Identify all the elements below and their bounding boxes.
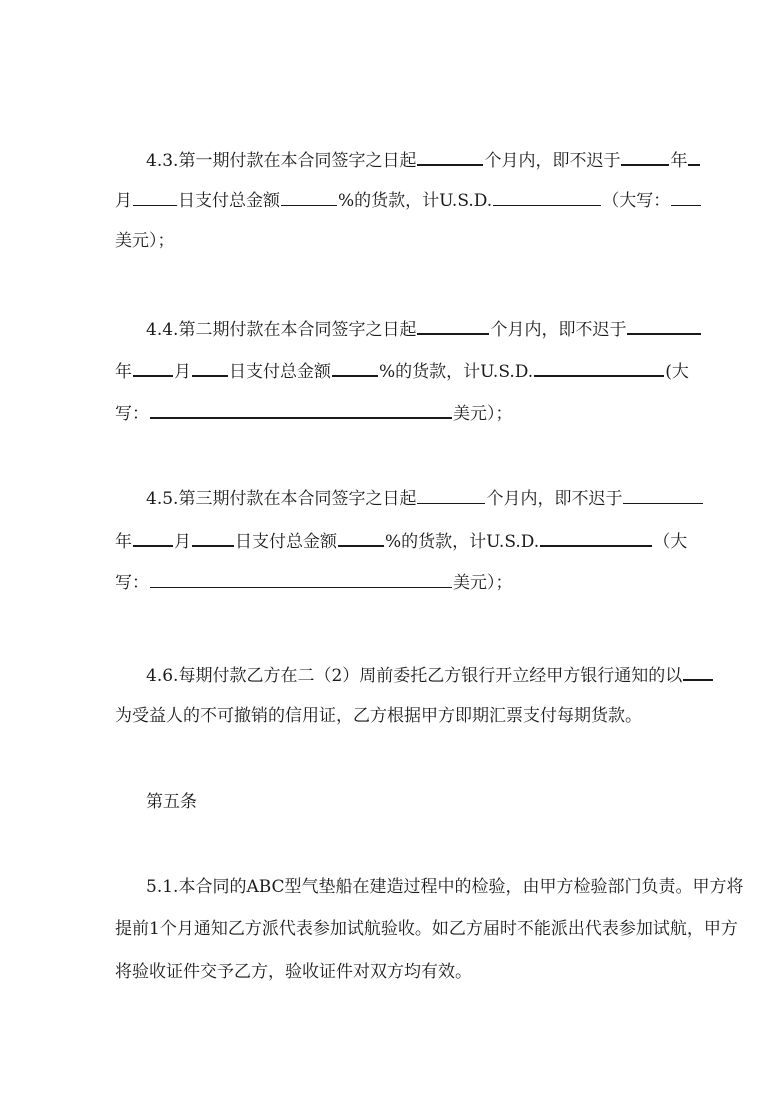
clause-4-4-text: 年	[115, 362, 132, 382]
clause-4-4-text: 日支付总金额	[229, 362, 331, 382]
article-heading-text: 第五条	[146, 792, 197, 812]
clause-4-3-text: 年	[670, 151, 688, 171]
clause-4-3-text: 月	[115, 191, 132, 211]
clause-4-6-text: 为受益人的不可撤销的信用证，乙方根据甲方即期汇票支付每期货款。	[115, 706, 642, 726]
months-blank[interactable]	[417, 315, 489, 335]
clause-4-3-line-3	[115, 229, 175, 253]
month-blank[interactable]	[133, 527, 173, 547]
percent-blank[interactable]	[332, 357, 378, 377]
percent-blank[interactable]	[338, 527, 384, 547]
clause-4-4-text: (大	[665, 362, 689, 382]
clause-4-4-line-3	[115, 399, 513, 426]
clause-4-3-line-2	[115, 187, 702, 213]
clause-4-3-text: 美元）；	[115, 231, 175, 251]
clause-4-5-line-3	[115, 569, 513, 595]
clause-4-4-text: %的货款，计U.S.D.	[379, 362, 534, 382]
year-blank[interactable]	[627, 315, 701, 335]
clause-4-3-text: （大写：	[602, 191, 671, 211]
amount-words-blank[interactable]	[671, 187, 701, 206]
clause-4-5-line-1	[146, 485, 704, 511]
clause-4-4-text: 美元）；	[453, 404, 513, 424]
day-blank[interactable]	[192, 527, 234, 547]
clause-5-1-line-1	[146, 875, 744, 899]
clause-4-4-text: 月	[174, 362, 191, 382]
clause-4-5-text: 月	[174, 532, 191, 552]
percent-blank[interactable]	[281, 187, 337, 206]
months-blank[interactable]	[417, 485, 485, 504]
amount-blank[interactable]	[534, 357, 664, 377]
year-blank[interactable]	[623, 485, 703, 504]
clause-5-1-text: 将验收证件交予乙方，验收证件对双方均有效。	[115, 962, 472, 982]
day-blank[interactable]	[192, 357, 228, 377]
clause-4-6-text: 4.6.每期付款乙方在二（2）周前委托乙方银行开立经甲方银行通知的以	[146, 666, 683, 686]
clause-4-6-line-1	[146, 661, 714, 688]
clause-4-5-line-2	[115, 527, 687, 554]
amount-blank[interactable]	[540, 527, 652, 547]
amount-words-blank[interactable]	[150, 399, 452, 419]
amount-blank[interactable]	[493, 187, 601, 206]
clause-4-3-text: %的货款，计U.S.D.	[338, 191, 493, 211]
clause-4-4-line-2	[115, 357, 689, 384]
clause-4-3-line-1	[146, 146, 701, 173]
clause-4-5-text: （大	[653, 532, 688, 552]
clause-4-4-text: 写：	[115, 404, 149, 424]
clause-5-1-line-2	[115, 917, 738, 941]
clause-5-1-text: 提前1个月通知乙方派代表参加试航验收。如乙方届时不能派出代表参加试航，甲方	[115, 919, 738, 939]
clause-5-1-text: 5.1.本合同的ABC型气垫船在建造过程中的检验，由甲方检验部门负责。甲方将	[146, 877, 744, 897]
year-blank[interactable]	[621, 146, 669, 166]
clause-4-4-text: 4.4.第二期付款在本合同签字之日起	[146, 320, 417, 340]
clause-4-5-text: 日支付总金额	[235, 532, 337, 552]
article-5-heading	[146, 790, 197, 814]
amount-words-blank[interactable]	[150, 569, 452, 588]
clause-4-4-text: 个月内，即不迟于	[490, 320, 627, 340]
clause-4-6-line-2	[115, 704, 642, 728]
clause-4-3-text: 日支付总金额	[178, 191, 280, 211]
clause-4-5-text: 美元）；	[453, 573, 513, 593]
clause-4-4-line-1	[146, 315, 702, 342]
beneficiary-blank[interactable]	[683, 661, 713, 681]
day-blank[interactable]	[133, 187, 177, 206]
clause-4-5-text: %的货款，计U.S.D.	[385, 532, 540, 552]
clause-4-5-text: 4.5.第三期付款在本合同签字之日起	[146, 489, 417, 509]
clause-4-5-text: 年	[115, 532, 132, 552]
clause-4-5-text: 写：	[115, 573, 149, 593]
clause-4-3-text: 4.3.第一期付款在本合同签字之日起	[146, 151, 417, 171]
clause-5-1-line-3	[115, 960, 472, 984]
clause-4-5-text: 个月内，即不迟于	[486, 489, 623, 509]
month-blank[interactable]	[133, 357, 173, 377]
months-blank[interactable]	[417, 146, 483, 166]
month-blank[interactable]	[688, 146, 700, 166]
clause-4-3-text: 个月内，即不迟于	[484, 151, 621, 171]
